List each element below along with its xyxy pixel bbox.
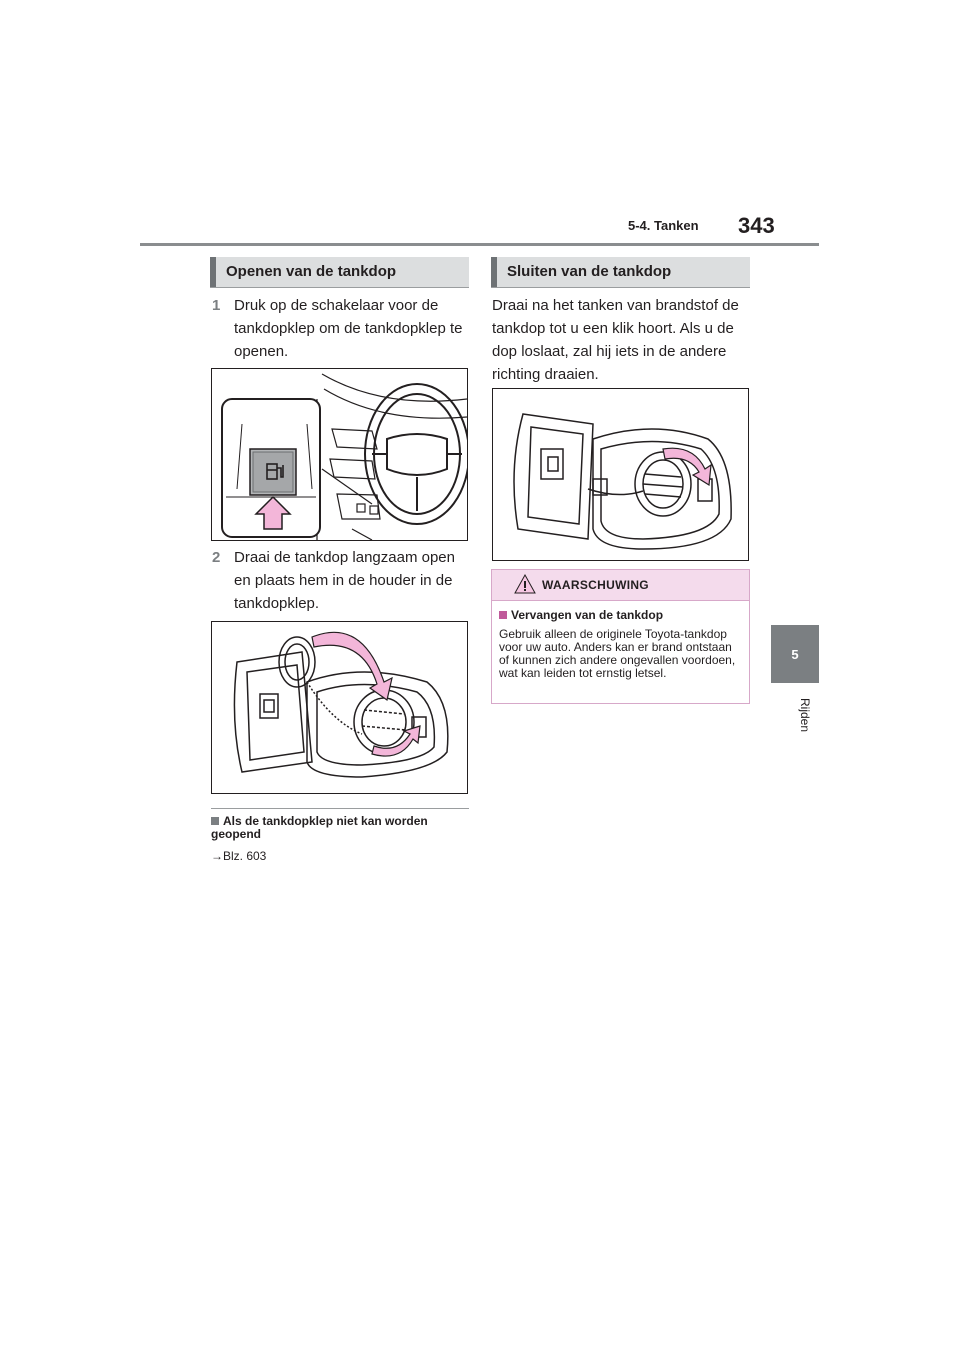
chapter-label: Rijden <box>798 698 812 733</box>
step-1-number: 1 <box>212 297 221 314</box>
chapter-tab <box>771 625 819 683</box>
section-heading-close-text: Sluiten van de tankdop <box>507 263 672 280</box>
warning-subheading <box>499 609 742 622</box>
warning-subheading-text: Vervangen van de tankdop <box>511 608 664 622</box>
warning-body <box>492 601 749 688</box>
figure-fuel-lid-switch <box>211 368 468 541</box>
warning-box <box>491 569 750 704</box>
section-heading-rule <box>491 287 750 288</box>
closing-instructions: Draai na het tanken van brandstof de tankdop tot u een klik hoort. Als u de dop loslaat, zal hij iets in de andere richting draaien. <box>492 297 739 383</box>
note-rule <box>211 808 469 809</box>
chapter-number: 5 <box>791 646 799 662</box>
section-heading-open <box>210 257 469 287</box>
note-heading <box>211 815 466 841</box>
step-2-number: 2 <box>212 549 221 566</box>
square-bullet-icon <box>499 611 507 619</box>
rotate-arrow-icon <box>312 632 420 756</box>
header-rule <box>140 243 819 246</box>
figure-closing-fuel-cap <box>492 388 749 561</box>
warning-title: WAARSCHUWING <box>542 578 649 592</box>
note-heading-text: Als de tankdopklep niet kan worden geopend <box>211 814 428 841</box>
warning-triangle-icon <box>514 574 536 594</box>
square-bullet-icon <box>211 817 219 825</box>
page-reference: →Blz. 603 <box>211 849 267 863</box>
running-header-section: 5-4. Tanken <box>628 218 699 233</box>
step-2 <box>212 546 474 616</box>
section-heading-rule <box>210 287 469 288</box>
step-1-text: Druk op de schakelaar voor de tankdopklep om de tankdopklep te openen. <box>234 297 463 360</box>
warning-text: Gebruik alleen de originele Toyota-tankdop voor uw auto. Anders kan er brand ontstaan of kunnen zich andere ongevallen voordoen, wat kan leiden tot ernstig letsel. <box>499 627 736 680</box>
section-heading-close <box>491 257 750 287</box>
section-heading-open-text: Openen van de tankdop <box>226 263 397 280</box>
step-1 <box>212 294 474 364</box>
step-2-text: Draai de tankdop langzaam open en plaats hem in de houder in de tankdopklep. <box>234 549 455 612</box>
page-number: 343 <box>738 213 775 238</box>
figure-opening-fuel-cap <box>211 621 468 794</box>
warning-header <box>492 570 749 601</box>
